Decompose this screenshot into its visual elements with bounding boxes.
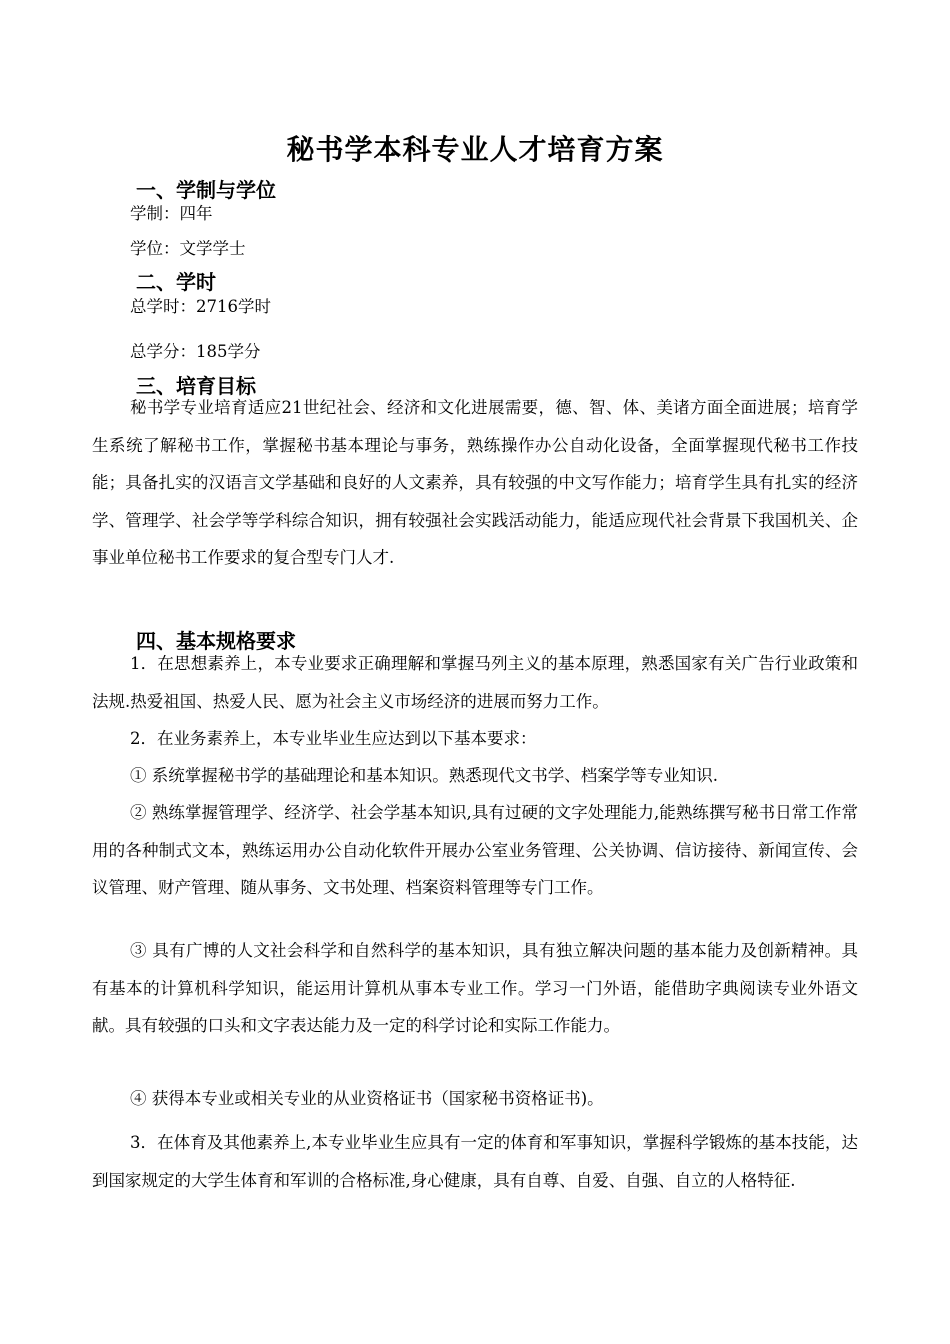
total-hours-text: 总学时：2716学时 — [130, 297, 271, 316]
requirement-physical-paragraph: 3．在体育及其他素养上,本专业毕业生应具有一定的体育和军事知识，掌握科学锻炼的基本技能，达到国家规定的大学生体育和军训的合格标准,身心健康，具有自尊、自爱、自强、自立的人格特征. — [92, 1133, 858, 1190]
total-credits-text: 总学分：185学分 — [130, 342, 261, 361]
degree-text: 学位：文学学士 — [130, 239, 246, 258]
requirement-ideology-paragraph: 1．在思想素养上，本专业要求正确理解和掌握马列主义的基本原理，熟悉国家有关广告行业政策和法规.热爱祖国、热爱人民、愿为社会主义市场经济的进展而努力工作。 — [92, 654, 858, 711]
section-heading-duration-degree: 一、学制与学位 — [136, 178, 276, 202]
requirement-item-3: ③ 具有广博的人文社会科学和自然科学的基本知识，具有独立解决问题的基本能力及创新精神。具有基本的计算机科学知识，能运用计算机从事本专业工作。学习一门外语，能借助字典阅读专业外语文献。具有较强的口头和文字表达能力及一定的科学讨论和实际工作能力。 — [92, 941, 858, 1035]
requirement-item-2: ② 熟练掌握管理学、经济学、社会学基本知识,具有过硬的文字处理能力,能熟练撰写秘书日常工作常用的各种制式文本，熟练运用办公自动化软件开展办公室业务管理、公关协调、信访接待、新闻宣传、会议管理、财产管理、随从事务、文书处理、档案资料管理等专门工作。 — [92, 803, 858, 897]
section-heading-objectives: 三、培育目标 — [136, 374, 256, 398]
requirement-professional-paragraph: 2．在业务素养上，本专业毕业生应达到以下基本要求： — [130, 729, 537, 748]
requirement-item-4: ④ 获得本专业或相关专业的从业资格证书（国家秘书资格证书)。 — [130, 1089, 604, 1108]
section-heading-hours: 二、学时 — [136, 270, 216, 294]
section-heading-requirements: 四、基本规格要求 — [136, 629, 296, 653]
requirement-item-1: ① 系统掌握秘书学的基础理论和基本知识。熟悉现代文书学、档案学等专业知识. — [130, 766, 718, 785]
duration-text: 学制：四年 — [130, 204, 213, 223]
objectives-paragraph: 秘书学专业培育适应21世纪社会、经济和文化进展需要，德、智、体、美诸方面全面进展；培育学生系统了解秘书工作，掌握秘书基本理论与事务，熟练操作办公自动化设备，全面掌握现代秘书工作技能；具备扎实的汉语言文学基础和良好的人文素养，具有较强的中文写作能力；培育学生具有扎实的经济学、管理学、社会学等学科综合知识，拥有较强社会实践活动能力，能适应现代社会背景下我国机关、企事业单位秘书工作要求的复合型专门人才. — [92, 398, 858, 567]
page-title: 秘书学本科专业人才培育方案 — [286, 133, 664, 166]
